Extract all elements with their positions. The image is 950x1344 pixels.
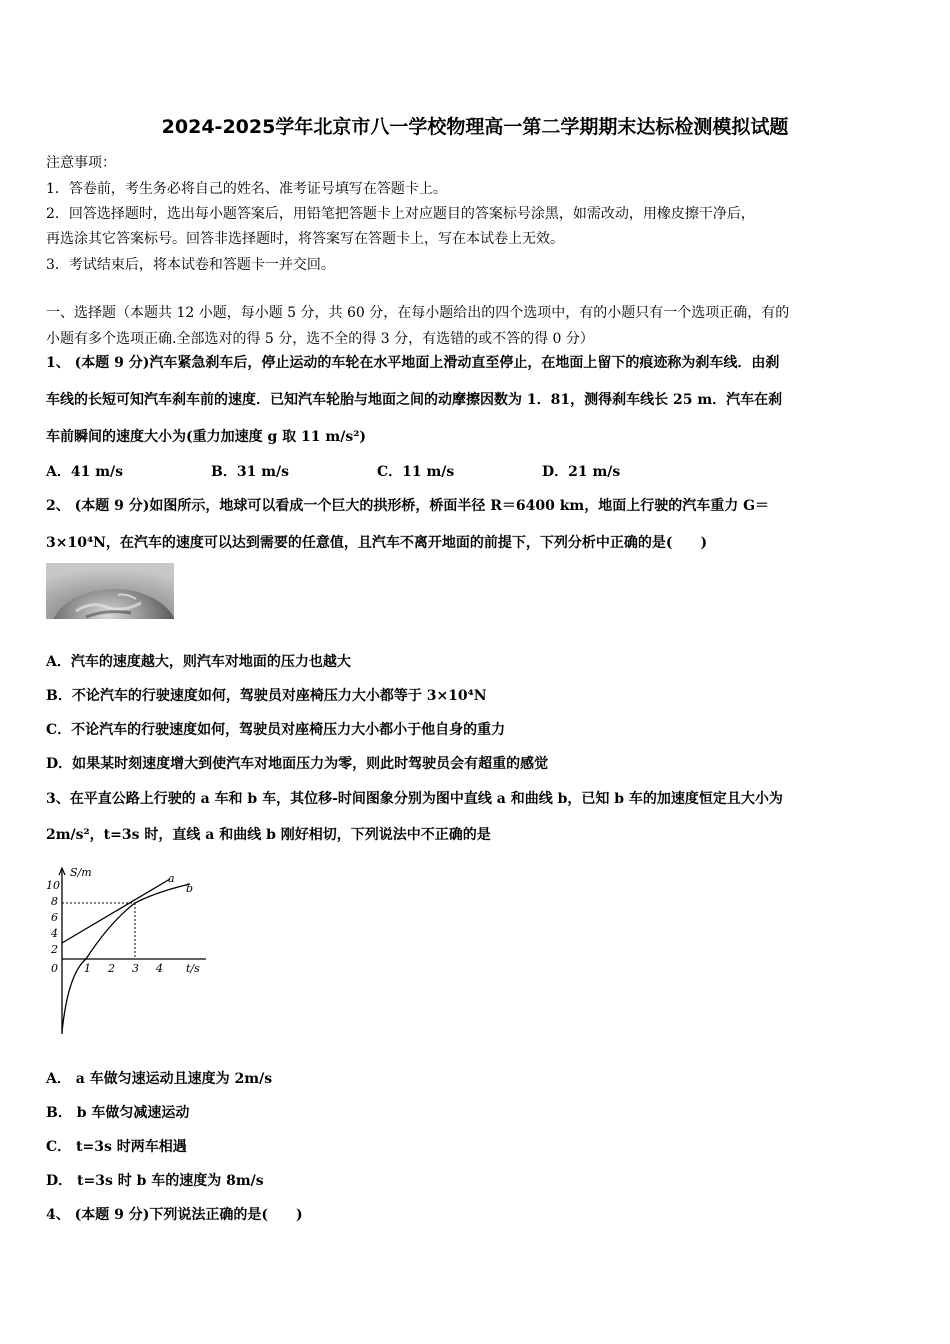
curve-b (62, 884, 190, 1032)
y-tick-8: 8 (51, 895, 58, 908)
x-tick-3: 3 (132, 962, 139, 975)
q1-stem-line3: 车前瞬间的速度大小为(重力加速度 g 取 11 m/s²) (46, 429, 366, 445)
displacement-time-graph (44, 862, 214, 1040)
curve-b-label: b (186, 882, 194, 895)
y-tick-2: 2 (51, 943, 58, 956)
q2-stem-line2: 3×10⁴N，在汽车的速度可以达到需要的任意值，且汽车不离开地面的前提下，下列分析中正确的是( ) (46, 535, 708, 551)
q1-option-c: C．11 m/s (377, 464, 455, 480)
q3-stem-line1: 3、在平直公路上行驶的 a 车和 b 车，其位移-时间图象分别为图中直线 a 和曲线 b，已知 b 车的加速度恒定且大小为 (46, 791, 783, 807)
y-tick-10: 10 (46, 879, 60, 892)
q1-option-b: B．31 m/s (211, 464, 289, 480)
origin-label: 0 (51, 962, 58, 975)
x-axis-label: t/s (186, 962, 200, 975)
x-tick-4: 4 (156, 962, 163, 975)
notice-item-1: 1．答卷前，考生务必将自己的姓名、准考证号填写在答题卡上。 (46, 181, 447, 197)
q1-stem-line2: 车线的长短可知汽车刹车前的速度．已知汽车轮胎与地面之间的动摩擦因数为 1．81，测得刹车线长 25 m．汽车在刹 (46, 392, 783, 408)
q3-option-d: D． t=3s 时 b 车的速度为 8m/s (46, 1173, 264, 1189)
q2-option-c: C．不论汽车的行驶速度如何，驾驶员对座椅压力大小都小于他自身的重力 (46, 722, 506, 738)
q2-option-a: A．汽车的速度越大，则汽车对地面的压力也越大 (46, 654, 351, 670)
q1-stem-line1: 1、 (本题 9 分)汽车紧急刹车后，停止运动的车轮在水平地面上滑动直至停止，在地面上留下的痕迹称为刹车线．由刹 (46, 355, 780, 371)
q1-option-a: A．41 m/s (46, 464, 124, 480)
q2-option-d: D．如果某时刻速度增大到使汽车对地面压力为零，则此时驾驶员会有超重的感觉 (46, 756, 549, 772)
q2-option-b: B．不论汽车的行驶速度如何，驾驶员对座椅压力大小都等于 3×10⁴N (46, 688, 487, 704)
page-title: 2024-2025学年北京市八一学校物理高一第二学期期末达标检测模拟试题 (161, 116, 789, 138)
q3-option-a: A． a 车做匀速运动且速度为 2m/s (46, 1071, 273, 1087)
y-tick-6: 6 (51, 911, 58, 924)
notice-item-3: 3．考试结束后，将本试卷和答题卡一并交回。 (46, 257, 335, 273)
notice-heading: 注意事项： (46, 155, 116, 171)
notice-item-2: 2．回答选择题时，选出每小题答案后，用铅笔把答题卡上对应题目的答案标号涂黑，如需改动，用橡皮擦干净后， (46, 206, 755, 222)
x-tick-2: 2 (108, 962, 115, 975)
y-tick-4: 4 (51, 927, 58, 940)
q3-option-b: B． b 车做匀减速运动 (46, 1105, 190, 1121)
q1-option-d: D．21 m/s (542, 464, 621, 480)
notice-item-2-cont: 再选涂其它答案标号。回答非选择题时，将答案写在答题卡上，写在本试卷上无效。 (46, 231, 564, 247)
q3-option-c: C． t=3s 时两车相遇 (46, 1139, 187, 1155)
y-axis-label: S/m (70, 866, 92, 879)
q3-stem-line2: 2m/s²，t=3s 时，直线 a 和曲线 b 刚好相切，下列说法中不正确的是 (46, 827, 491, 843)
section-header-line2: 小题有多个选项正确.全部选对的得 5 分，选不全的得 3 分，有选错的或不答的得 0 分） (46, 331, 594, 347)
x-tick-1: 1 (84, 962, 91, 975)
q4-stem-line1: 4、 (本题 9 分)下列说法正确的是( ) (46, 1207, 303, 1223)
line-a-label: a (168, 872, 175, 885)
line-a (62, 879, 170, 943)
section-header-line1: 一、选择题（本题共 12 小题，每小题 5 分，共 60 分，在每小题给出的四个选项中，有的小题只有一个选项正确，有的 (46, 305, 790, 321)
earth-figure (46, 563, 174, 619)
q2-stem-line1: 2、 (本题 9 分)如图所示，地球可以看成一个巨大的拱形桥，桥面半径 R＝6400 km，地面上行驶的汽车重力 G＝ (46, 498, 770, 514)
